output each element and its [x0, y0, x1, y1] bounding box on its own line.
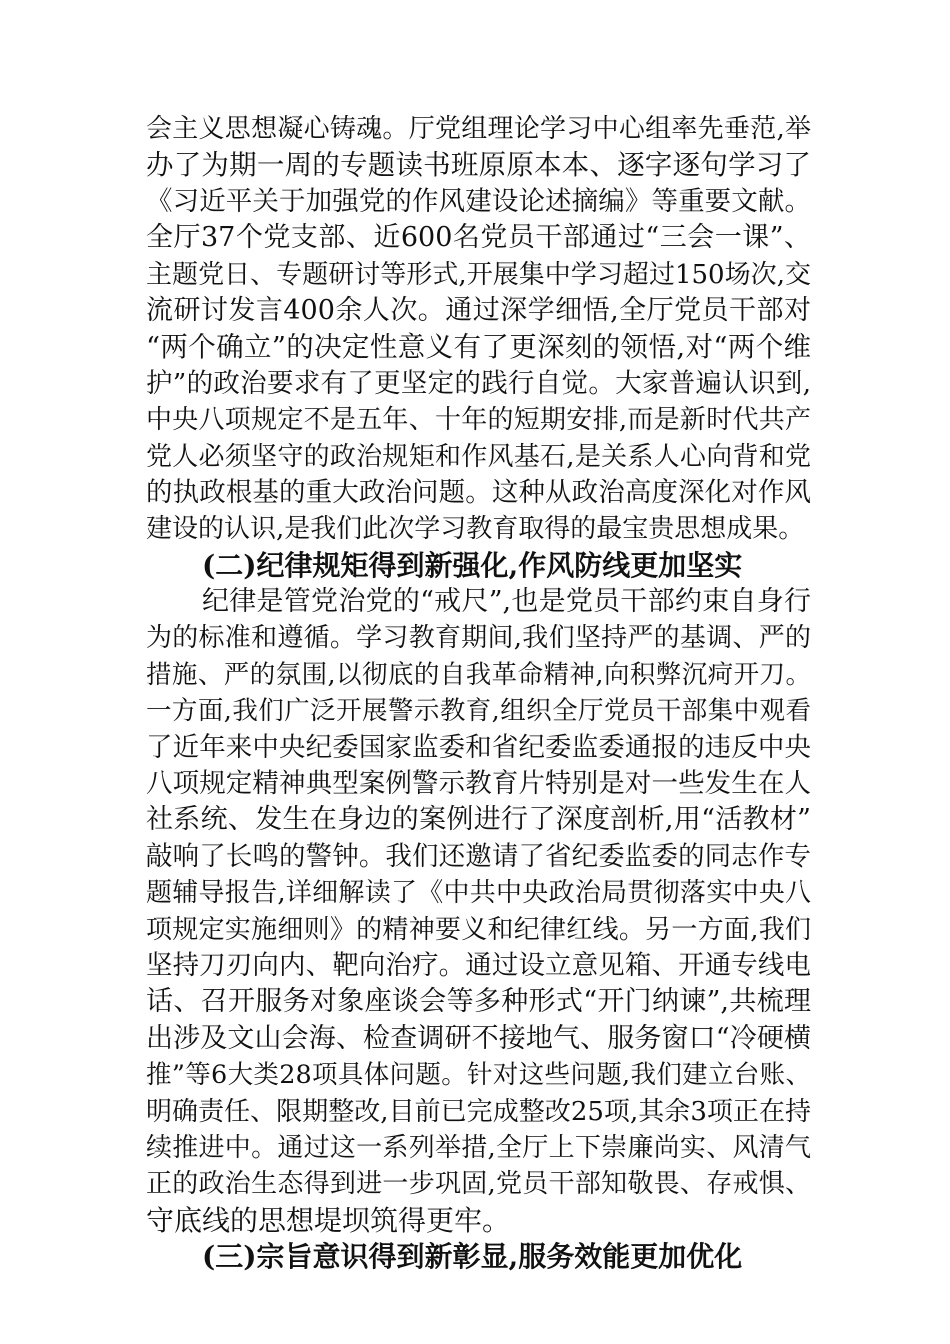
paragraph-line: 中央八项规定不是五年、十年的短期安排,而是新时代共产	[146, 405, 811, 436]
section-heading-3: (三)宗旨意识得到新彰显,服务效能更加优化	[202, 1240, 743, 1274]
paragraph-line: 措施、严的氛围,以彻底的自我革命精神,向积弊沉疴开刀。	[146, 659, 811, 690]
paragraph-line: 守底线的思想堤坝筑得更牢。	[146, 1203, 511, 1237]
paragraph-line: “两个确立”的决定性意义有了更深刻的领悟,对“两个维	[146, 331, 811, 364]
paragraph-line: 明确责任、限期整改,目前已完成整改25项,其余3项正在持	[146, 1096, 811, 1127]
paragraph-line: 正的政治生态得到进一步巩固,党员干部知敬畏、存戒惧、	[146, 1169, 811, 1200]
paragraph-line: 的执政根基的重大政治问题。这种从政治高度深化对作风	[146, 476, 811, 508]
paragraph-line: 主题党日、专题研讨等形式,开展集中学习超过150场次,交	[146, 259, 811, 290]
paragraph-line: 建设的认识,是我们此次学习教育取得的最宝贵思想成果。	[146, 514, 805, 545]
document-body	[146, 111, 811, 1276]
paragraph-line: 坚持刀刃向内、靶向治疗。通过设立意见箱、开通专线电	[146, 949, 811, 981]
paragraph-line: 续推进中。通过这一系列举措,全厅上下崇廉尚实、风清气	[146, 1132, 811, 1163]
paragraph-line: 社系统、发生在身边的案例进行了深度剖析,用“活教材”	[146, 804, 811, 836]
section-heading-2: (二)纪律规矩得到新强化,作风防线更加坚实	[202, 548, 743, 582]
paragraph-line: 话、召开服务对象座谈会等多种形式“开门纳谏”,共梳理	[146, 986, 811, 1018]
paragraph-line: 八项规定精神典型案例警示教育片特别是对一些发生在人	[146, 768, 811, 800]
paragraph-line: 出涉及文山会海、检查调研不接地气、服务窗口“冷硬横	[146, 1022, 811, 1054]
paragraph-line: 党人必须坚守的政治规矩和作风基石,是关系人心向背和党	[146, 441, 811, 472]
paragraph-line: 《习近平关于加强党的作风建设论述摘编》等重要文献。	[146, 185, 811, 217]
paragraph-line: 了近年来中央纪委国家监委和省纪委监委通报的违反中央	[146, 731, 811, 763]
paragraph-line: 项规定实施细则》的精神要义和纪律红线。另一方面,我们	[146, 914, 811, 945]
paragraph-line: 纪律是管党治党的“戒尺”,也是党员干部约束自身行	[202, 586, 811, 618]
paragraph-line: 会主义思想凝心铸魂。厅党组理论学习中心组率先垂范,举	[146, 114, 811, 144]
paragraph-line: 推”等6大类28项具体问题。针对这些问题,我们建立台账、	[146, 1060, 811, 1091]
paragraph-line: 全厅37个党支部、近600名党员干部通过“三会一课”、	[146, 222, 811, 254]
paragraph-line: 护”的政治要求有了更坚定的践行自觉。大家普遍认识到,	[146, 367, 811, 399]
paragraph-line: 流研讨发言400余人次。通过深学细悟,全厅党员干部对	[146, 294, 811, 326]
paragraph-line: 为的标准和遵循。学习教育期间,我们坚持严的基调、严的	[146, 623, 811, 654]
paragraph-line: 敲响了长鸣的警钟。我们还邀请了省纪委监委的同志作专	[146, 840, 811, 872]
paragraph-line: 题辅导报告,详细解读了《中共中央政治局贯彻落实中央八	[146, 878, 811, 909]
paragraph-line: 一方面,我们广泛开展警示教育,组织全厅党员干部集中观看	[146, 696, 811, 727]
paragraph-line: 办了为期一周的专题读书班原原本本、逐字逐句学习了	[146, 149, 811, 182]
